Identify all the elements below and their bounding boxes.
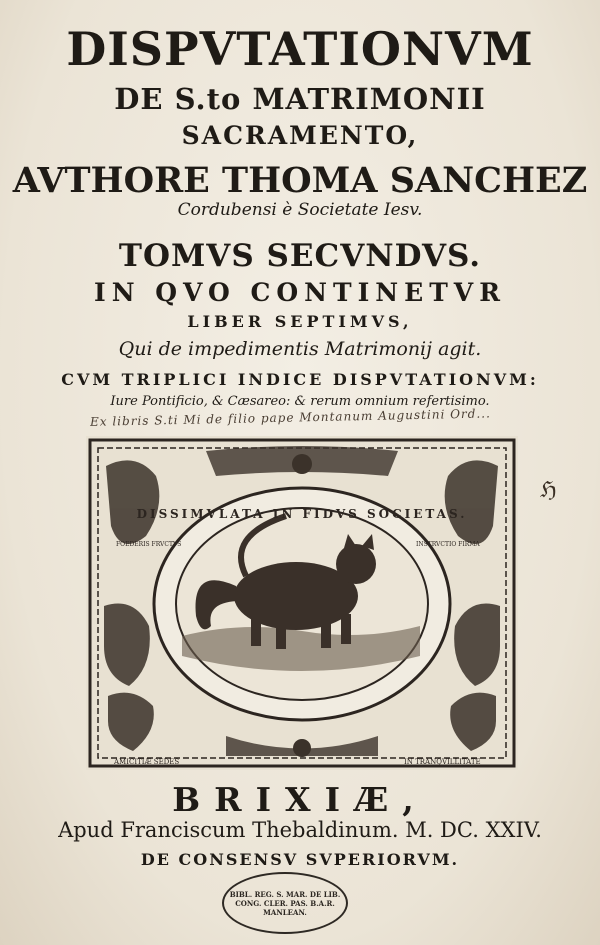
volume-line: TOMVS SECVNDVS. bbox=[118, 238, 482, 274]
stamp-line-2: CONG. CLER. PAS. B.A.R. bbox=[235, 898, 335, 908]
printers-device-woodcut bbox=[86, 436, 518, 770]
imprint-city: BRIXIÆ, bbox=[172, 780, 428, 819]
stamp-line-1: BIBL. REG. S. MAR. DE LIB. bbox=[229, 889, 341, 899]
handwritten-margin-mark: ℌ bbox=[540, 478, 557, 503]
author-affiliation: Cordubensi è Societate Iesv. bbox=[177, 200, 423, 220]
main-title: DISPVTATIONVM bbox=[66, 22, 534, 76]
index-line: CVM TRIPLICI INDICE DISPVTATIONVM: bbox=[61, 370, 539, 389]
device-motto: DISSIMVLATA IN FIDVS SOCIETAS. bbox=[136, 507, 468, 521]
contents-line: IN QVO CONTINETVR bbox=[94, 278, 506, 307]
label-right: INSTRVCTIO FIRMA bbox=[416, 541, 480, 548]
library-stamp bbox=[222, 872, 348, 934]
label-bottom-left: AMICITIÆ SEDES bbox=[114, 758, 180, 766]
title-line-3: SACRAMENTO, bbox=[181, 121, 419, 150]
label-left: FOEDERIS FRVCTVS bbox=[116, 541, 182, 548]
index-subline: Iure Pontificio, & Cæsareo: & rerum omnium refertisimo. bbox=[110, 394, 490, 409]
book-line: LIBER SEPTIMVS, bbox=[187, 312, 413, 331]
label-bottom-right: IN TRANQVILLITATE bbox=[404, 758, 481, 766]
title-line-2: DE S.to MATRIMONII bbox=[114, 82, 486, 116]
author-line: AVTHORE THOMA SANCHEZ bbox=[12, 160, 588, 201]
subject-line: Qui de impedimentis Matrimonij agit. bbox=[118, 338, 482, 360]
imprint-printer-date: Apud Franciscum Thebaldinum. M. DC. XXIV. bbox=[58, 818, 542, 842]
handwritten-ownership-note: Ex libris S.ti Mi de filio pape Montanum Augustini Ord... bbox=[89, 406, 491, 429]
stamp-line-3: MANLEAN. bbox=[263, 907, 307, 917]
imprint-license: DE CONSENSV SVPERIORVM. bbox=[140, 850, 460, 869]
